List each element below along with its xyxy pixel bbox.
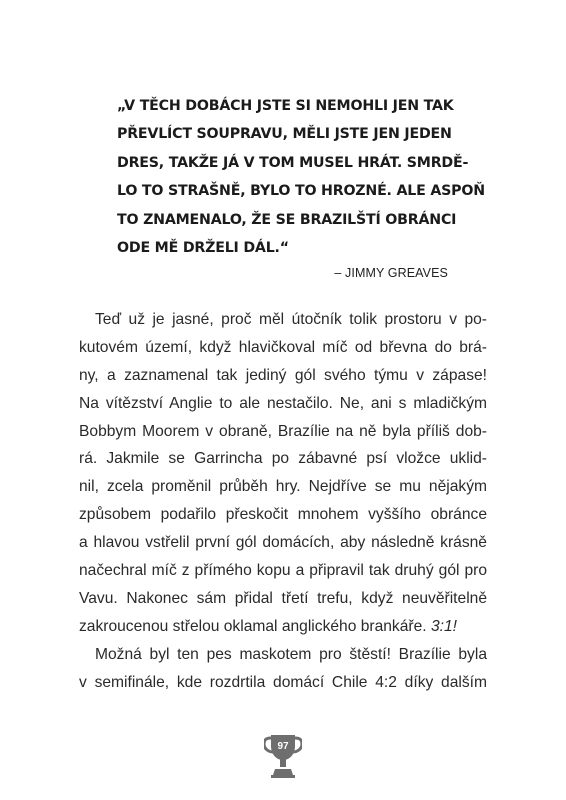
quote-line: ODE MĚ DRŽELI DÁL.“ [117, 239, 289, 256]
paragraph-line: ny, a zaznamenal tak jediný gól svého týmu v zápase! [79, 366, 487, 384]
pull-quote [117, 92, 485, 262]
paragraph-line: Teď už je jasné, proč měl útočník tolik prostoru v po- [95, 311, 487, 328]
quote-line: LO TO STRAŠNĚ, BYLO TO HROZNÉ. ALE ASPOŇ [117, 183, 485, 200]
trophy-icon [264, 733, 302, 779]
paragraph-line: Vavu. Nakonec sám přidal třetí trefu, když neuvěřitelně [79, 589, 487, 607]
page-number: 97 [277, 741, 289, 752]
quote-line: PŘEVLÍCT SOUPRAVU, MĚLI JSTE JEN JEDEN [117, 126, 452, 143]
paragraph-line: Bobbym Moorem v obraně, Brazílie na ně byla příliš dob- [79, 422, 487, 440]
paragraph-line: Možná byl ten pes maskotem pro štěstí! Brazílie byla [95, 645, 487, 663]
paragraph-line: Na vítězství Anglie to ale nestačilo. Ne, ani s mladičkým [79, 394, 487, 412]
quote-line: DRES, TAKŽE JÁ V TOM MUSEL HRÁT. SMRDĚ- [117, 154, 469, 171]
quote-line: TO ZNAMENALO, ŽE SE BRAZILŠTÍ OBRÁNCI [117, 211, 457, 228]
quote-attribution: – JIMMY GREAVES [334, 266, 448, 280]
paragraph-line: v semifinále, kde rozdrtila domácí Chile 4:2 díky dalším [79, 673, 487, 691]
paragraph-line: nil, zcela proměnil průběh hry. Nejdříve se mu nějakým [79, 478, 487, 496]
paragraph-line: načechral míč z přímého kopu a připravil tak druhý gól pro [79, 562, 487, 580]
paragraph-line [79, 613, 487, 641]
paragraph-line: způsobem podařilo přeskočit mnohem vyššího obránce [79, 506, 487, 524]
paragraph-line: kutovém území, když hlavičkoval míč od břevna do brá- [79, 338, 487, 356]
paragraph-line: a hlavou vstřelil první gól domácích, aby následně krásně [79, 534, 487, 552]
paragraph-line: rá. Jakmile se Garrincha po zábavné psí vložce uklid- [79, 450, 487, 468]
score-emphasis: 3:1! [430, 617, 457, 635]
paragraph-line-text: zakroucenou střelou oklamal anglického brankáře. [79, 617, 427, 635]
body-text [79, 306, 487, 696]
quote-line: „V TĚCH DOBÁCH JSTE SI NEMOHLI JEN TAK [117, 98, 454, 114]
